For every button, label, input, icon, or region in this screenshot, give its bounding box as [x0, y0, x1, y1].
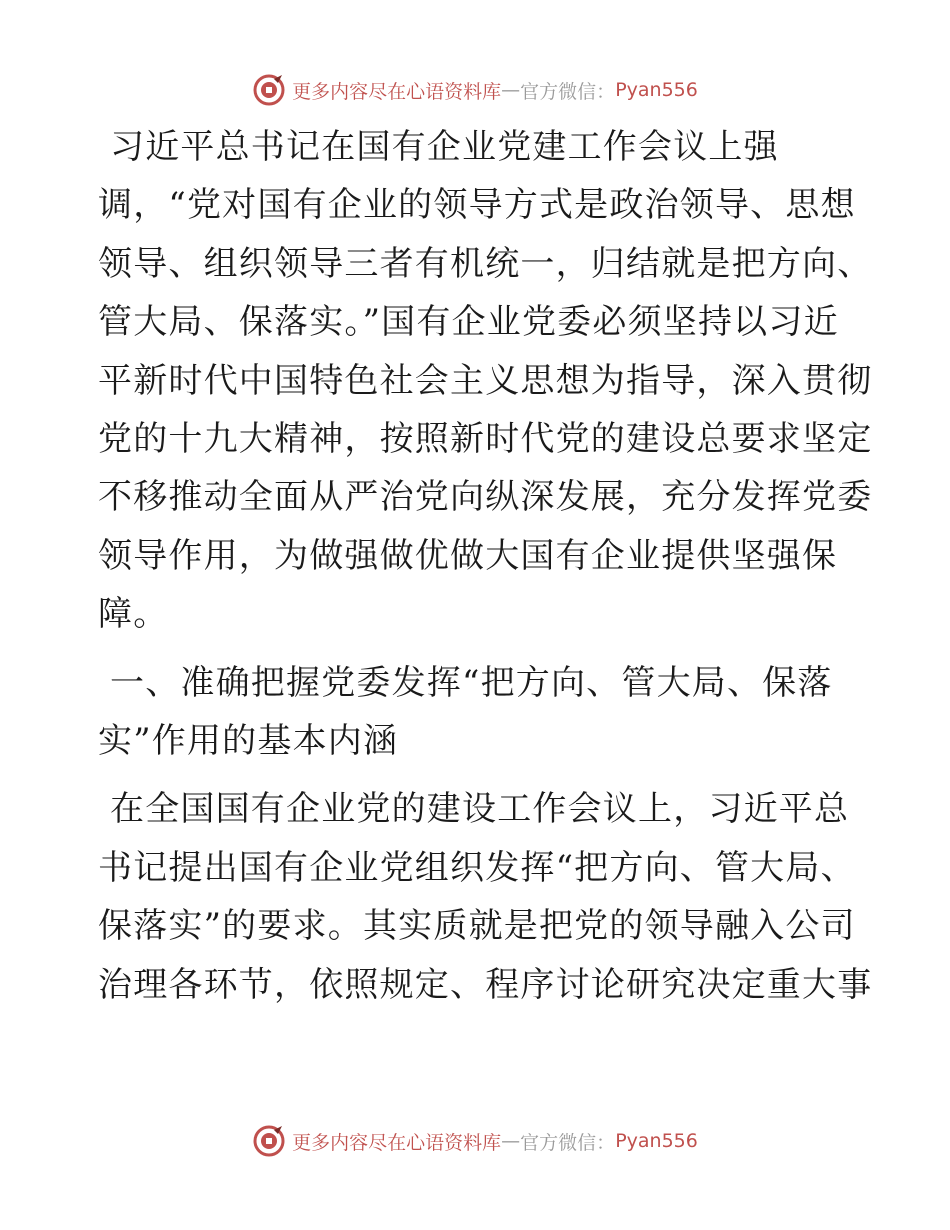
text-line: 保落实”的要求。其实质就是把党的领导融入公司	[98, 906, 856, 947]
footer-banner	[0, 1121, 950, 1161]
text-line: 管大局、保落实。”国有企业党委必须坚持以习近	[98, 302, 839, 343]
heading-line: 实”作用的基本内涵	[98, 721, 399, 762]
heading-line: 一、准确把握党委发挥“把方向、管大局、保落	[110, 662, 833, 703]
brand-logo-icon	[252, 73, 286, 107]
paragraph-intro	[98, 118, 873, 644]
text-line: 平新时代中国特色社会主义思想为指导，深入贯彻	[98, 360, 873, 401]
footer-text: 更多内容尽在心语资料库	[292, 1131, 502, 1154]
text-line: 障。	[98, 594, 169, 635]
text-line: 习近平总书记在国有企业党建工作会议上强	[110, 127, 779, 167]
header-banner	[0, 70, 950, 110]
header-text: 更多内容尽在心语资料库	[292, 80, 502, 103]
text-line: 治理各环节，依照规定、程序讨论研究决定重大事	[98, 964, 873, 1005]
footer-wechat-label: 官方微信：	[520, 1131, 616, 1154]
text-line: 党的十九大精神，按照新时代党的建设总要求坚定	[98, 419, 873, 460]
text-line: 书记提出国有企业党组织发挥“把方向、管大局、	[98, 847, 856, 888]
section-heading	[98, 654, 850, 771]
text-line: 调，“党对国有企业的领导方式是政治领导、思想	[98, 185, 856, 226]
header-wechat-id: Pyan556	[615, 79, 698, 101]
brand-logo-icon	[252, 1124, 286, 1158]
text-line: 在全国国有企业党的建设工作会议上，习近平总	[110, 789, 850, 830]
footer-wechat-id: Pyan556	[615, 1130, 698, 1152]
header-wechat-label: 官方微信：	[520, 80, 616, 103]
footer-dash: —	[501, 1130, 521, 1152]
document-body	[98, 118, 873, 1024]
text-line: 领导、组织领导三者有机统一，归结就是把方向、	[98, 243, 873, 284]
text-line: 领导作用，为做强做优做大国有企业提供坚强保	[98, 535, 838, 576]
text-line: 不移推动全面从严治党向纵深发展，充分发挥党委	[98, 477, 873, 518]
header-dash: —	[501, 79, 521, 101]
paragraph-section-1	[98, 780, 873, 1014]
